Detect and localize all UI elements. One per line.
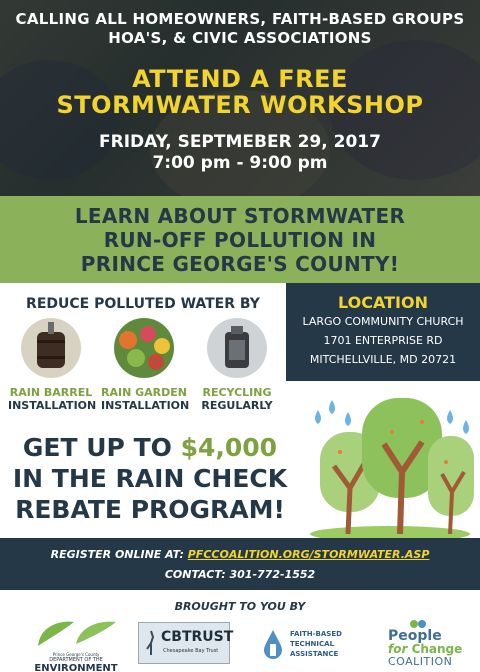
attend-heading [0, 66, 480, 118]
calling-line: CALLING ALL HOMEOWNERS, FAITH-BASED GROUPS [15, 10, 465, 28]
learn-line: RUN-OFF POLLUTION IN [103, 228, 377, 252]
contact-phone: CONTACT: 301-772-1552 [164, 568, 316, 581]
rain-garden-item [101, 318, 190, 412]
register-link[interactable]: PFCCOALITION.ORG/STORMWATER.ASP [187, 548, 430, 561]
calling-heading [0, 10, 480, 48]
attend-line [0, 66, 480, 92]
fbta-logo [260, 624, 356, 664]
rebate-amount: $4,000 [180, 433, 278, 462]
cbtrust-sub: Chesapeake Bay Trust [163, 648, 219, 654]
attend-prefix: ATTEND A [132, 65, 279, 93]
pfc-change: Change [411, 642, 463, 656]
rebate-heading [0, 432, 300, 525]
item-label: INSTALLATION [101, 399, 190, 412]
event-date [0, 132, 480, 174]
rebate-line: REBATE PROGRAM! [15, 495, 285, 524]
location-line: LARGO COMMUNITY CHURCH [302, 315, 464, 328]
learn-line: PRINCE GEORGE'S COUNTY! [80, 252, 400, 276]
fbta-line: ASSISTANCE [290, 650, 339, 658]
leaf-icon [30, 616, 122, 648]
pfc-line [388, 642, 462, 656]
cbtrust-name: CBTRUST [161, 629, 234, 645]
pfc-line: People [388, 628, 442, 644]
item-label: RAIN GARDEN [101, 386, 187, 399]
doe-logo [30, 616, 122, 670]
trees-illustration-icon [300, 392, 480, 538]
item-label: REGULARLY [201, 399, 273, 412]
register-band [0, 538, 480, 590]
doe-main-text: ENVIRONMENT [34, 663, 118, 672]
heron-icon [143, 629, 159, 657]
calling-line: HOA'S, & CIVIC ASSOCIATIONS [108, 29, 372, 47]
location-box [286, 283, 480, 381]
pfc-logo [384, 618, 474, 670]
location-line: 1701 ENTERPRISE RD [323, 334, 443, 347]
item-label: RAIN BARREL [9, 386, 93, 399]
fbta-line: FAITH-BASED [290, 630, 342, 638]
register-line [0, 548, 480, 561]
doe-dept-text: DEPARTMENT OF THE [49, 657, 103, 663]
rain-barrel-item [8, 318, 97, 412]
cbtrust-logo [138, 622, 234, 664]
rebate-line: IN THE RAIN CHECK [12, 464, 288, 493]
pfc-line: COALITION [388, 655, 453, 668]
item-label: INSTALLATION [8, 399, 97, 412]
drop-icon [260, 628, 286, 660]
rebate-prefix: GET UP TO [22, 433, 181, 462]
rain-barrel-icon [21, 318, 81, 378]
learn-banner [0, 196, 480, 283]
rain-garden-icon [114, 318, 174, 378]
item-label: RECYCLING [202, 386, 272, 399]
rebate-line [0, 432, 300, 463]
learn-text [0, 204, 480, 276]
recycling-item [194, 318, 280, 412]
learn-line: LEARN ABOUT STORMWATER [74, 204, 406, 228]
fbta-line: TECHNICAL [290, 640, 335, 648]
attend-free: FREE [278, 65, 348, 93]
doe-small-text: Prince George's County [52, 652, 100, 657]
reduce-title: REDUCE POLLUTED WATER BY [26, 296, 260, 312]
pfc-for: for [388, 642, 412, 656]
register-label: REGISTER ONLINE AT: [50, 548, 188, 561]
sponsors-title: BROUGHT TO YOU BY [174, 600, 306, 613]
time-line: 7:00 pm - 9:00 pm [152, 153, 328, 173]
attend-line: STORMWATER WORKSHOP [56, 91, 424, 119]
date-line: FRIDAY, SEPTMEBER 29, 2017 [99, 132, 381, 152]
recycling-icon [207, 318, 267, 378]
hero-section [0, 0, 480, 196]
location-title: LOCATION [338, 293, 428, 312]
location-line: MITCHELLVILLE, MD 20721 [309, 353, 457, 366]
